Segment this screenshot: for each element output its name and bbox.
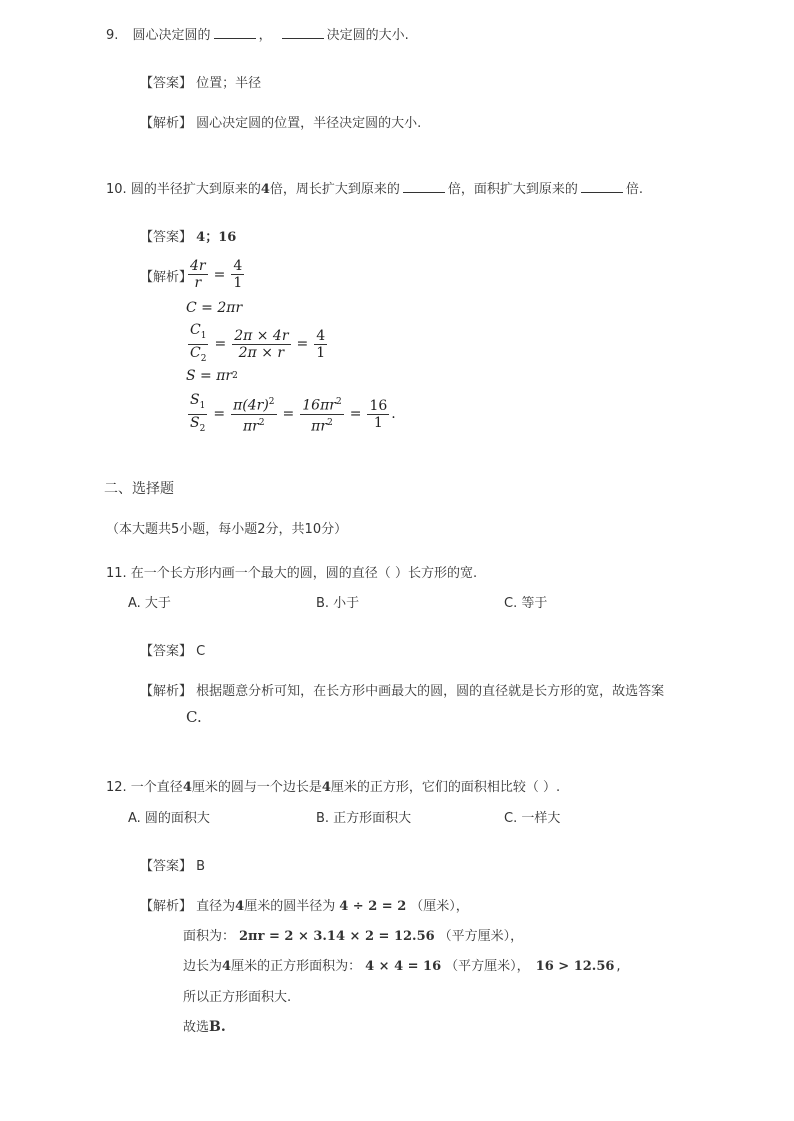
q9-analysis — [140, 112, 421, 131]
q12-line2-math: 2πr = 2 × 3.14 × 2 = 12.56 — [239, 929, 435, 944]
q9-text-2: 决定圆的大小. — [326, 28, 409, 43]
q11-analysis-end: C. — [186, 708, 202, 726]
q10-text-2: 倍，周长扩大到原来的 — [269, 182, 400, 197]
q9-separator: ， — [258, 28, 272, 43]
q12-answer-text: B — [196, 859, 206, 874]
q9-stem — [106, 24, 409, 43]
q9-blank-2 — [282, 27, 324, 39]
q12-analysis-line-3 — [183, 955, 621, 974]
q10-text-3: 倍，面积扩大到原来的 — [447, 182, 578, 197]
section-note: （本大题共5小题，每小题2分，共10分） — [106, 522, 348, 537]
analysis-label: 【解析】 — [140, 684, 193, 699]
answer-label: 【答案】 — [140, 859, 193, 874]
section-title: 二、选择题 — [104, 481, 174, 497]
q12-text-3: 厘米的正方形，它们的面积相比较（ ）. — [330, 780, 561, 795]
q12-text-2: 厘米的圆与一个边长是 — [191, 780, 322, 795]
q10-formula-area-exp: 2 — [232, 371, 238, 381]
q10-analysis-label: 【解析】 — [140, 270, 193, 285]
q10-stem — [106, 178, 643, 197]
q10-answer-text: 4；16 — [196, 230, 237, 245]
q10-formula-ratio: $\frac{4r}{r}$ = $\frac{4}{1}$ — [190, 258, 243, 291]
q12-line5-text-b: B. — [209, 1019, 226, 1035]
answer-label: 【答案】 — [140, 644, 193, 659]
q11-option-c: C. 等于 — [504, 596, 548, 611]
q9-analysis-text: 圆心决定圆的位置，半径决定圆的大小. — [196, 116, 422, 131]
q9-number: 9. — [106, 28, 119, 43]
q11-answer — [140, 640, 205, 659]
q12-line3-text-d: , — [616, 959, 621, 974]
answer-label: 【答案】 — [140, 76, 193, 91]
q11-analysis-text: 根据题意分析可知，在长方形中画最大的圆，圆的直径就是长方形的宽，故选答案 — [196, 684, 665, 699]
q12-option-c: C. 一样大 — [504, 811, 561, 826]
q9-answer-text: 位置；半径 — [196, 76, 262, 91]
q10-formula-area-text: S = πr — [186, 368, 233, 384]
q12-number-4b: 4 — [321, 780, 331, 795]
q12-answer — [140, 855, 205, 874]
analysis-label: 【解析】 — [140, 899, 193, 914]
q11-option-b: B. 小于 — [316, 596, 360, 611]
q12-analysis-line-1 — [140, 895, 469, 914]
q10-blank-1 — [403, 181, 445, 193]
q12-line1-num: 4 — [235, 899, 245, 914]
q12-line1-math: 4 ÷ 2 = 2 — [339, 899, 407, 914]
q12-analysis-line-2 — [183, 925, 523, 944]
q12-analysis-line-4: 所以正方形面积大. — [183, 990, 292, 1005]
analysis-label: 【解析】 — [140, 116, 193, 131]
q12-line3-num: 4 — [222, 959, 232, 974]
q12-line5-text-a: 故选 — [183, 1020, 210, 1035]
q12-text-1: 12. 一个直径 — [106, 780, 183, 795]
q10-formula-ratio-c: $\frac{C_1}{C_2}$ = $\frac{2\pi \times 4r}{2\pi \times r}$ = $\frac{4}{1}$ — [190, 322, 326, 364]
q9-blank-1 — [214, 27, 256, 39]
q12-stem — [106, 776, 560, 795]
answer-label: 【答案】 — [140, 230, 193, 245]
q10-text-4: 倍. — [625, 182, 644, 197]
q12-option-b: B. 正方形面积大 — [316, 811, 412, 826]
q12-line3-text-a: 边长为 — [183, 959, 223, 974]
q12-line1-text-b: 厘米的圆半径为 — [244, 899, 336, 914]
q11-option-a: A. 大于 — [128, 596, 171, 611]
q12-line3-text-c: （平方厘米）， — [445, 959, 530, 974]
q12-line3-math1: 4 × 4 = 16 — [365, 959, 442, 974]
q10-number: 10. — [106, 182, 127, 197]
q10-blank-2 — [581, 181, 623, 193]
q12-option-a: A. 圆的面积大 — [128, 811, 210, 826]
q12-line3-text-b: 厘米的正方形面积为： — [231, 959, 362, 974]
q11-analysis — [140, 680, 664, 699]
q10-formula-area — [186, 368, 238, 384]
q10-number-4: 4 — [260, 182, 270, 197]
q10-formula-circumference: C = 2πr — [186, 300, 243, 316]
q9-text-1: 圆心决定圆的 — [132, 28, 211, 43]
q10-formula-ratio-s: $\frac{S_1}{S_2}$ = $\frac{\pi(4r)^2}{\pi r^2}$ = $\frac{16\pi r^2}{\pi r^2}$ = $\frac{16}{1}$ . — [190, 392, 396, 435]
q10-text-1: 圆的半径扩大到原来的 — [130, 182, 261, 197]
q12-line1-text-c: （厘米）， — [410, 899, 469, 914]
q12-analysis-line-5 — [183, 1016, 226, 1035]
q12-line2-text-b: （平方厘米）， — [438, 929, 524, 944]
q11-stem: 11. 在一个长方形内画一个最大的圆，圆的直径（ ）长方形的宽. — [106, 566, 478, 581]
q9-answer — [140, 72, 261, 91]
q10-answer — [140, 226, 236, 245]
q12-line2-text-a: 面积为： — [183, 929, 236, 944]
q11-answer-text: C — [196, 644, 206, 659]
q12-line1-text-a: 直径为 — [196, 899, 236, 914]
q12-number-4a: 4 — [182, 780, 192, 795]
q12-line3-math2: 16 > 12.56 — [535, 959, 615, 974]
